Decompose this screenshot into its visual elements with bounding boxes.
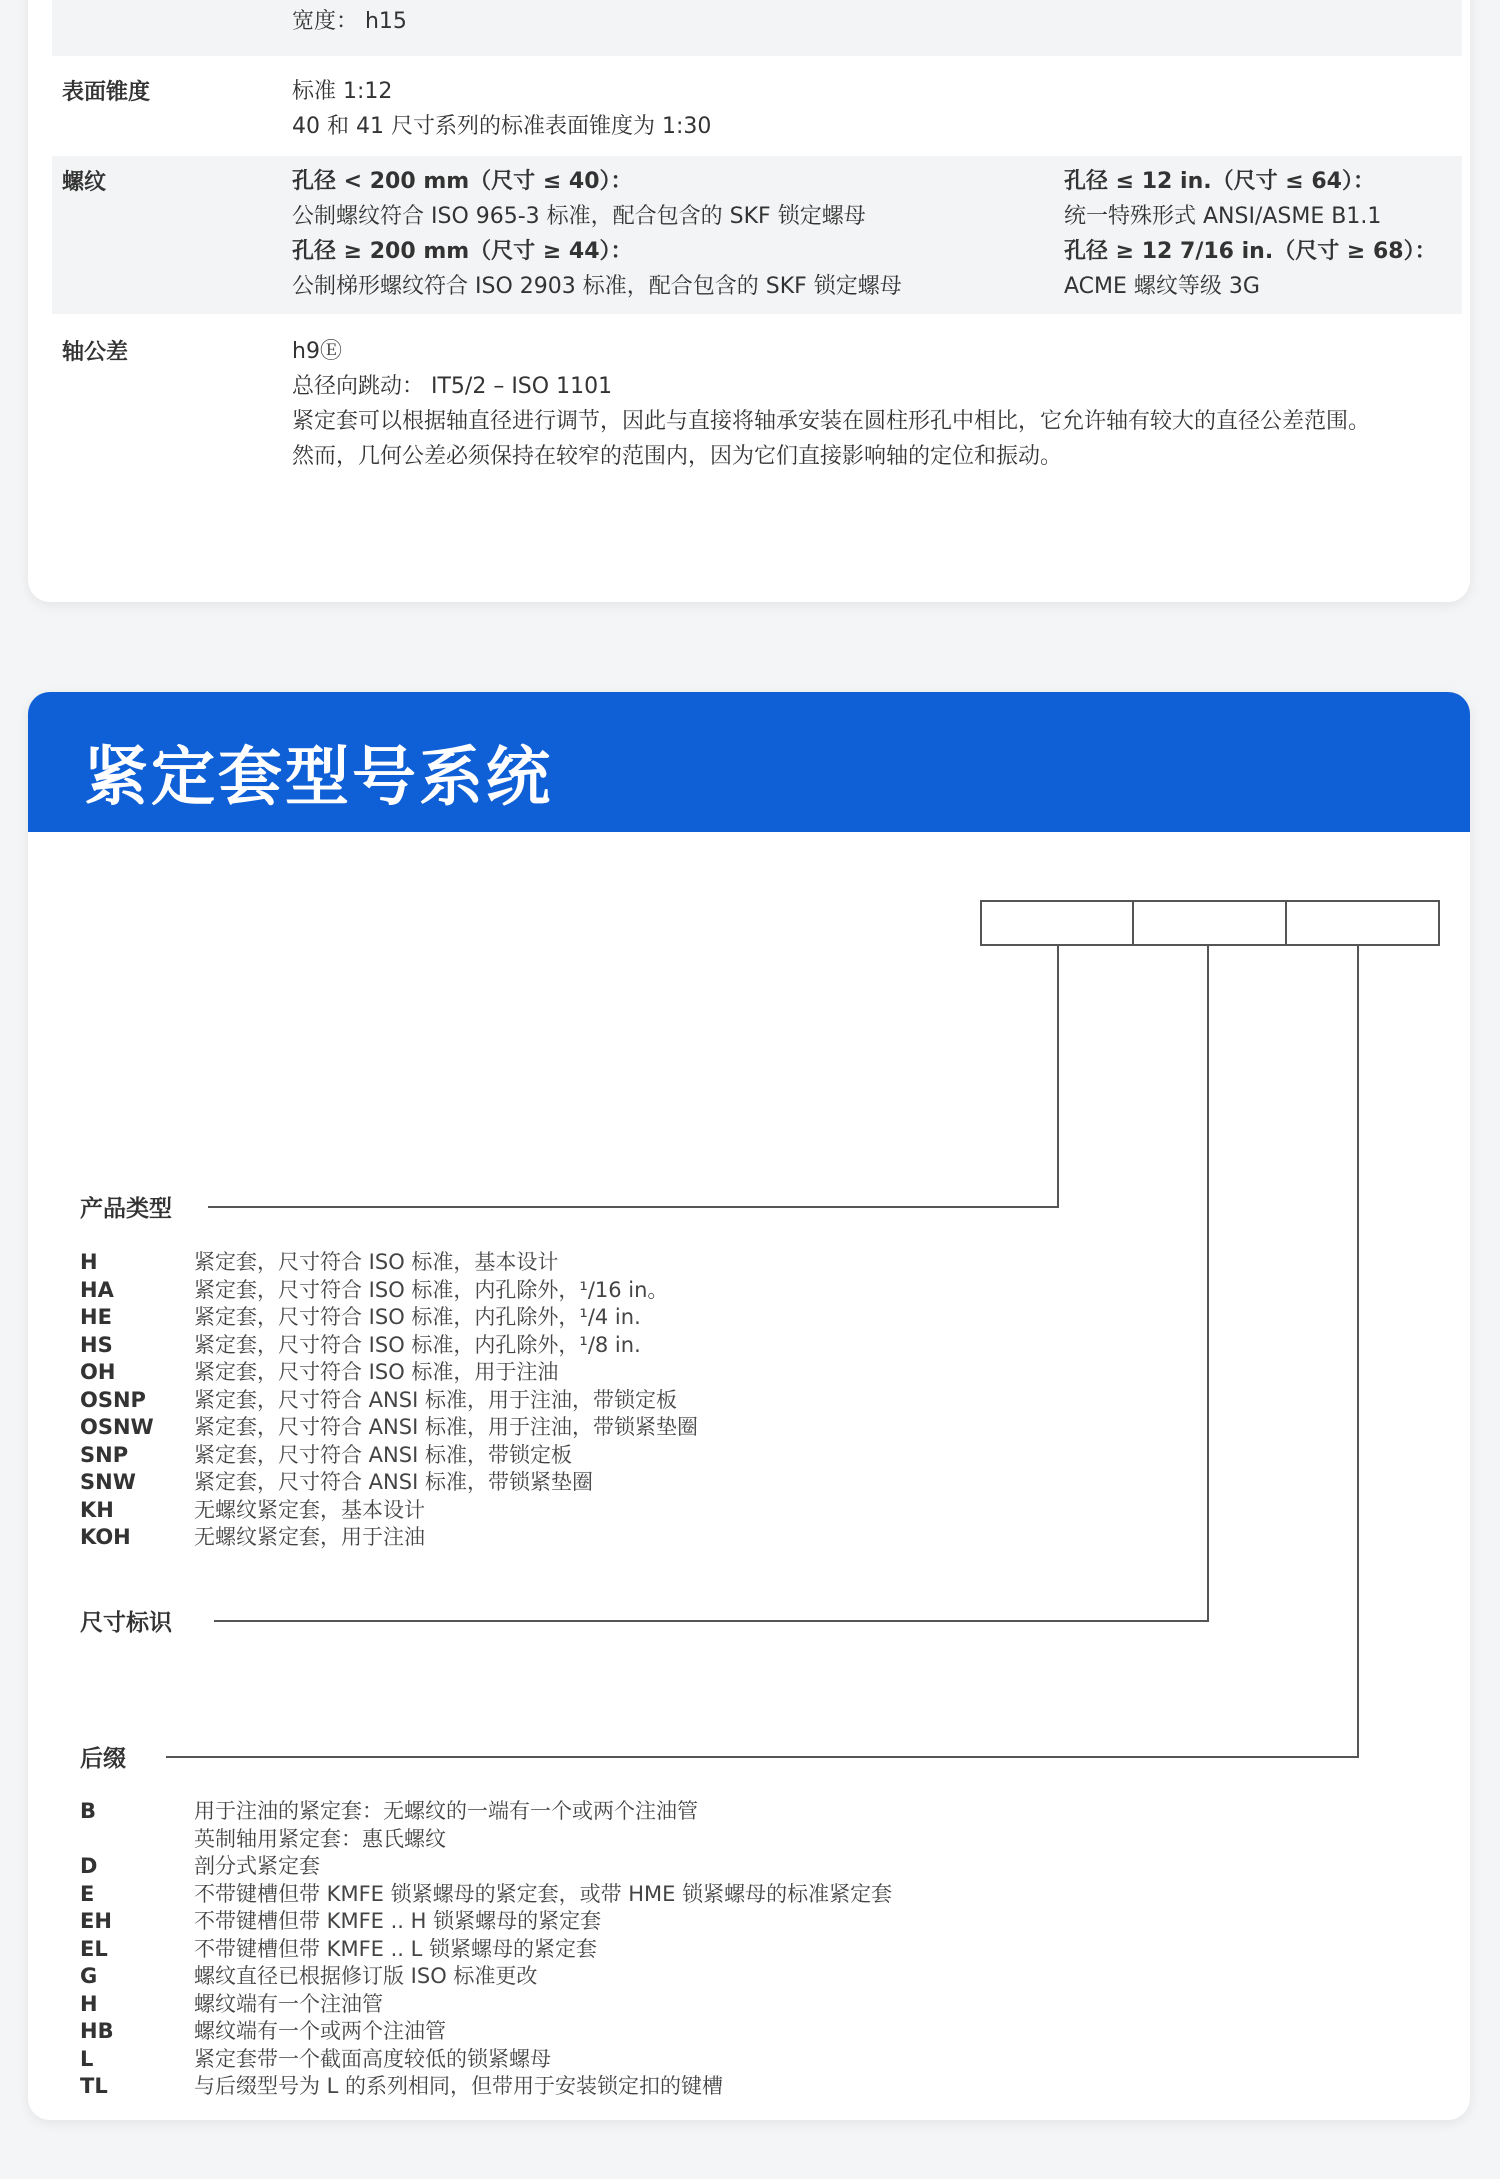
surface-taper-row: [52, 56, 1462, 156]
thread-inch-text: 统一特殊形式 ANSI/ASME B1.1: [1064, 204, 1382, 229]
surface-taper-line: 40 和 41 尺寸系列的标准表面锥度为 1:30: [292, 114, 712, 139]
thread-label: 螺纹: [62, 170, 107, 195]
shaft-tolerance-line: h9Ⓔ: [292, 339, 342, 364]
connector-suffix-vertical: [1357, 944, 1359, 1758]
thread-acme-heading: 孔径 ≥ 12 7/16 in.（尺寸 ≥ 68）：: [1064, 239, 1437, 264]
designation-system-card: 紧定套型号系统 产品类型 H 紧定套，尺寸符合 ISO 标准，基本设计 HA 紧定套，尺寸符合 ISO 标准，内孔除外，¹/16 in。 HE 紧定套，尺寸符合 ISO 标准，内孔除外，¹/4 in. HS 紧定套，尺寸符合 ISO 标准，内孔除外，¹/8 in. OH 紧定套，尺寸符合 ISO 标准，用于注油 OSNP 紧定套，尺寸符合 ANSI 标准，用于注油，带锁定板 OSNW 紧定套，尺寸符合 ANSI 标准，用于注油，带锁紧垫圈 SNP 紧定套，尺寸符合 ANSI 标准，带锁定板 SNW 紧定套，尺寸符合 ANSI 标准，带锁紧垫圈 KH 无螺纹紧定套，基本设计 KOH 无螺纹紧定套，用于注油 尺寸标识 后缀 B 用于注油的紧定套：无螺纹的一端有一个或两个注油管 英制轴用紧定套：惠氏螺纹 D 剖分式紧定套 E 不带键槽但带 KMFE 锁紧螺母的紧定套，或带 HME 锁紧螺母的标准紧定套 EH 不带键槽但带 KMFE .. H 锁紧螺母的紧定套 EL 不带键槽但带 KMFE .. L 锁紧螺母的紧定套 G 螺纹直径已根据修订版 ISO 标准更改 H 螺纹端有一个注油管 HB 螺纹端有一个或两个注油管 L 紧定套带一个截面高度较低的锁紧螺母 TL 与后缀型号为 L 的系列相同，但带用于安装锁定扣的键槽: [28, 692, 1470, 2120]
shaft-tolerance-label: 轴公差: [62, 340, 129, 365]
designation-box-suffix: [1287, 900, 1440, 946]
surface-taper-line: 标准 1:12: [292, 79, 393, 104]
size-label: 尺寸标识: [80, 1610, 172, 1636]
thread-row: [52, 156, 1462, 314]
connector-product-type-vertical: [1057, 944, 1059, 1208]
designation-boxes: [980, 900, 1440, 944]
connector-size-vertical: [1207, 944, 1209, 1622]
suffix-label: 后缀: [80, 1746, 126, 1772]
thread-metric-heading: 孔径 < 200 mm（尺寸 ≤ 40）：: [292, 169, 633, 194]
thread-acme-text: ACME 螺纹等级 3G: [1064, 274, 1260, 299]
thread-metric-text: 公制螺纹符合 ISO 965-3 标准，配合包含的 SKF 锁定螺母: [292, 204, 866, 229]
product-type-label: 产品类型: [80, 1196, 172, 1222]
thread-trapezoid-text: 公制梯形螺纹符合 ISO 2903 标准，配合包含的 SKF 锁定螺母: [292, 274, 902, 299]
shaft-tolerance-line: 然而，几何公差必须保持在较窄的范围内，因为它们直接影响轴的定位和振动。: [292, 444, 1063, 469]
section-title: 紧定套型号系统: [84, 741, 553, 815]
shaft-tolerance-line: 总径向跳动： IT5/2 – ISO 1101: [292, 374, 613, 399]
thread-trapezoid-heading: 孔径 ≥ 200 mm（尺寸 ≥ 44）：: [292, 239, 633, 264]
surface-taper-label: 表面锥度: [62, 80, 151, 105]
thread-inch-heading: 孔径 ≤ 12 in.（尺寸 ≤ 64）：: [1064, 169, 1375, 194]
width-tolerance-row: [52, 0, 1462, 56]
spec-table-card: [28, 0, 1470, 602]
connector-product-type-horizontal: [208, 1206, 1059, 1208]
shaft-tolerance-row: [52, 314, 1462, 514]
connector-size-horizontal: [214, 1620, 1209, 1622]
section-header: [28, 692, 1470, 832]
connector-suffix-horizontal: [166, 1756, 1359, 1758]
width-tolerance-text: 宽度： h15: [292, 9, 407, 34]
designation-box-product-type: [980, 900, 1134, 946]
designation-box-size: [1134, 900, 1287, 946]
shaft-tolerance-line: 紧定套可以根据轴直径进行调节，因此与直接将轴承安装在圆柱形孔中相比，它允许轴有较大的直径公差范围。: [292, 409, 1371, 434]
